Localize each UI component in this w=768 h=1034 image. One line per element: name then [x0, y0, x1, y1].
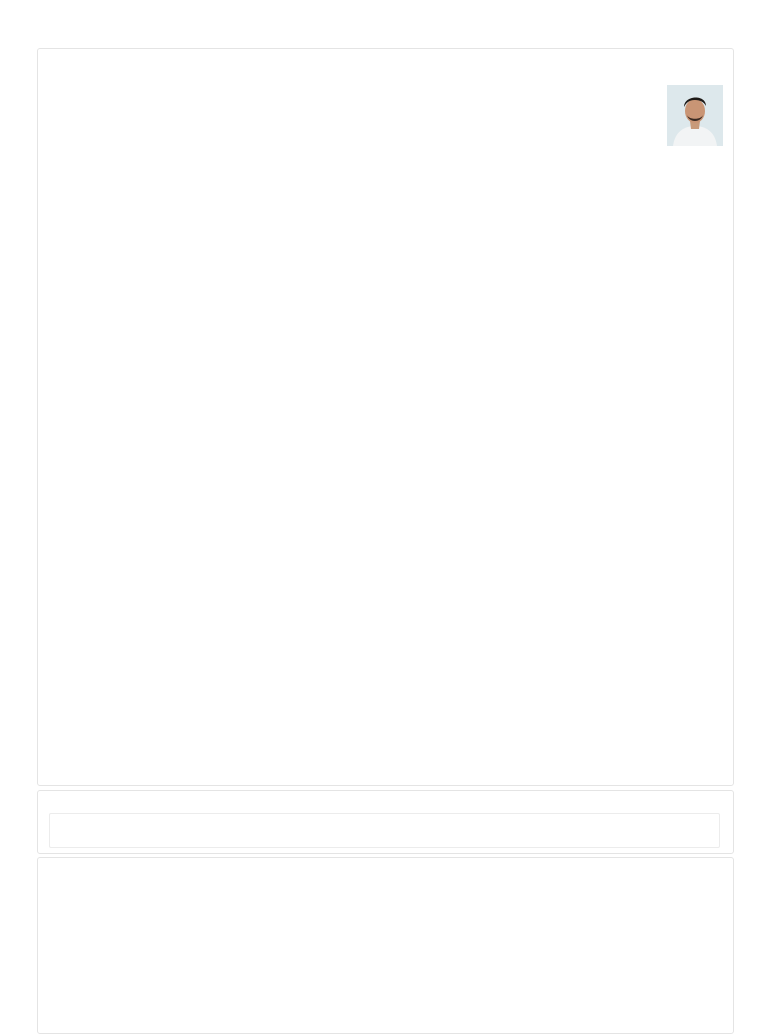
contact-details-section — [37, 857, 734, 1034]
application-fee-section — [37, 790, 734, 854]
amount-row — [49, 813, 720, 848]
personal-details-section — [37, 48, 734, 786]
page-title — [30, 29, 52, 44]
applicant-photo — [667, 85, 723, 146]
